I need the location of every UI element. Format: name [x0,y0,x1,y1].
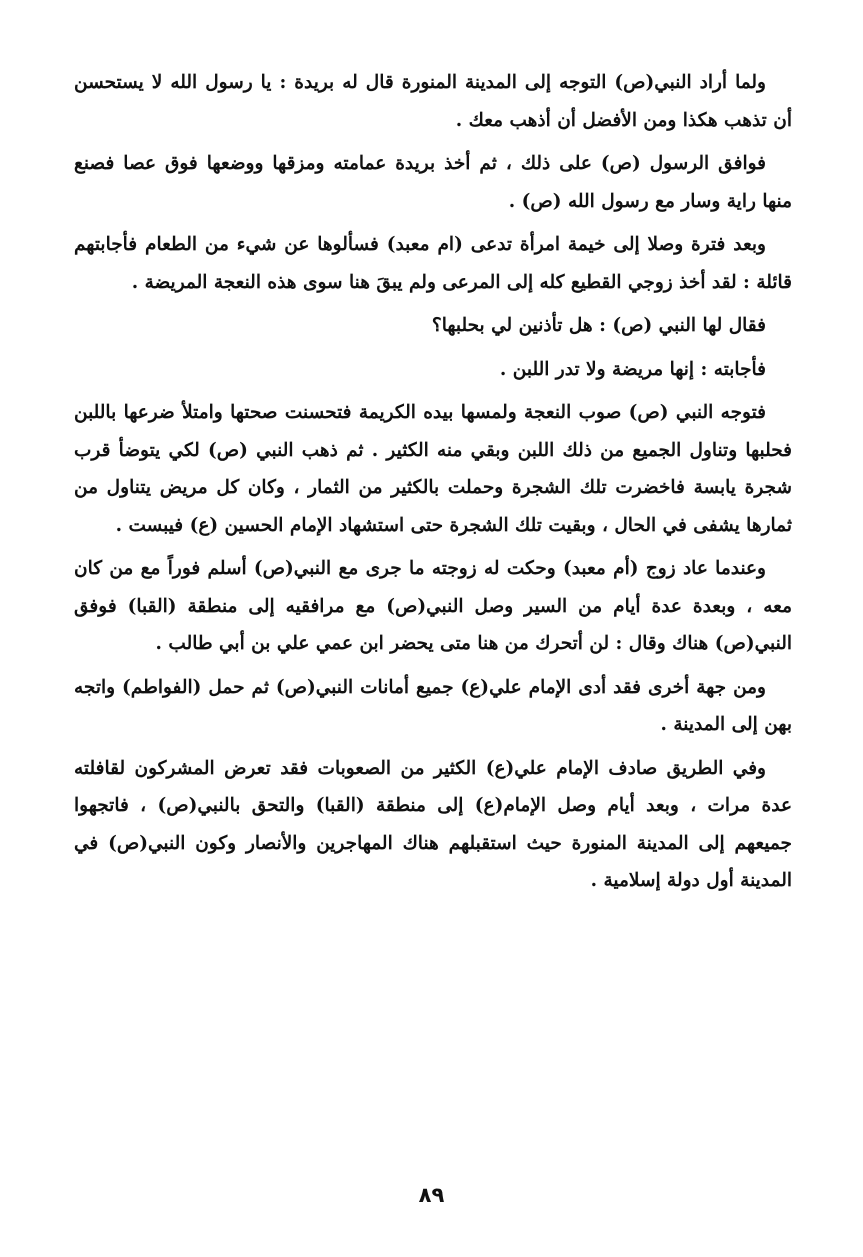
paragraph: فتوجه النبي (ص) صوب النعجة ولمسها بيده الكريمة فتحسنت صحتها وامتلأ ضرعها باللبن فحلبها وتناول الجميع من ذلك اللبن وبقي منه الكثير . ثم ذهب النبي (ص) لكي يتوضأ قرب شجرة يابسة فاخضرت تلك الشجرة وحملت بالكثير من الثمار ، وكان كل مريض يتناول من ثمارها يشفى في الحال ، وبقيت تلك الشجرة حتى استشهاد الإمام الحسين (ع) فيبست . [74,402,792,536]
paragraph: ولما أراد النبي(ص) التوجه إلى المدينة المنورة قال له بريدة : يا رسول الله لا يستحسن أن تذهب هكذا ومن الأفضل أن أذهب معك . [74,72,792,131]
paragraph: فأجابته : إنها مريضة ولا تدر اللبن . [499,358,766,380]
paragraph: فوافق الرسول (ص) على ذلك ، ثم أخذ بريدة عمامته ومزقها ووضعها فوق عصا فصنع منها راية وسار مع رسول الله (ص) . [74,153,792,212]
paragraph: وعندما عاد زوج (أم معبد) وحكت له زوجته ما جرى مع النبي(ص) أسلم فوراً مع من كان معه ، وبعدة عدة أيام من السير وصل النبي(ص) مع مرافقيه إلى منطقة (القبا) فوفق النبي(ص) هناك وقال : لن أتحرك من هنا متى يحضر ابن عمي علي بن أبي طالب . [74,558,792,654]
page-number: ٨٩ [418,1183,445,1207]
paragraph: وفي الطريق صادف الإمام علي(ع) الكثير من الصعوبات فقد تعرض المشركون لقافلته عدة مرات ، وبعد أيام وصل الإمام(ع) إلى منطقة (القبا) والتحق بالنبي(ص) ، فاتجهوا جميعهم إلى المدينة المنورة حيث استقبلهم هناك المهاجرين والأنصار وكون النبي(ص) في المدينة أول دولة إسلامية . [74,757,792,891]
paragraph: فقال لها النبي (ص) : هل تأذنين لي بحلبها؟ [431,315,766,336]
paragraph: وبعد فترة وصلا إلى خيمة امرأة تدعى (ام معبد) فسألوها عن شيء من الطعام فأجابتهم قائلة : لقد أخذ زوجي القطيع كله إلى المرعى ولم يبقَ هنا سوى هذه النعجة المريضة . [74,234,792,293]
paragraph: ومن جهة أخرى فقد أدى الإمام علي(ع) جميع أمانات النبي(ص) ثم حمل (الفواطم) واتجه بهن إلى المدينة . [74,676,792,735]
body-text [74,64,792,906]
